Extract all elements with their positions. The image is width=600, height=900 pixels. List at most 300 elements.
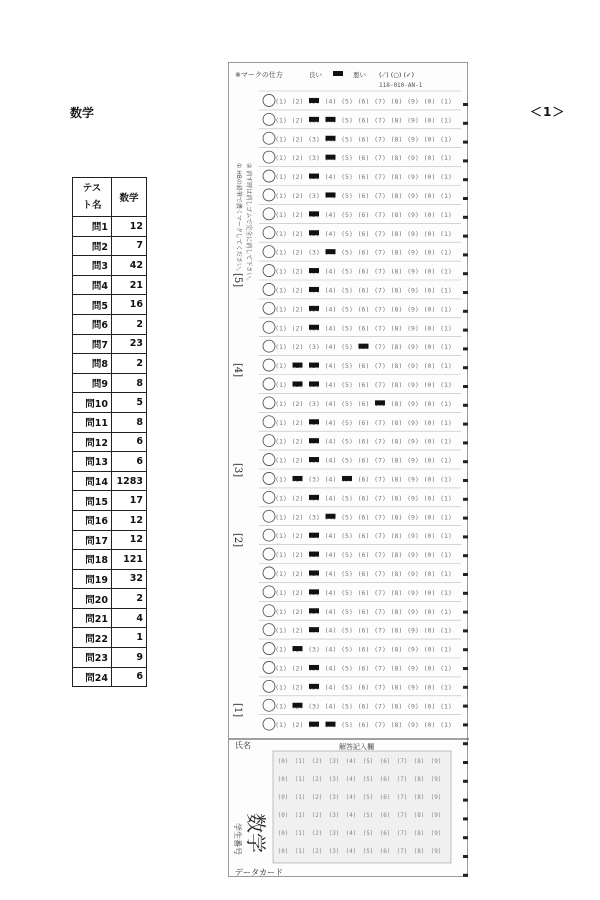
bubble-digit: (2) [291,551,304,560]
answer-value: 2 [112,354,147,374]
row-number-circle [263,397,275,409]
table-row [73,667,147,687]
bubble-digit: (7) [374,702,386,711]
row-number-circle [263,699,275,711]
row-number-circle [263,151,275,163]
question-label: 問9 [73,373,112,393]
bubble-digit: (2) [291,607,304,616]
timing-mark [463,761,468,764]
question-label: 問10 [73,393,112,413]
bubble-digit: (6) [357,588,370,597]
row-number-circle [263,510,275,522]
answer-table [72,177,147,687]
row-number-circle [263,416,275,428]
mark-example-bad: (⟋) (○) (✓) [379,71,415,79]
student-number-digit: (0) [277,776,289,783]
bubble-digit: (4) [324,532,337,541]
row-number-circle [263,227,275,239]
bubble-digit: (5) [341,229,353,238]
bubble-digit: (1) [440,362,452,371]
student-number-digit: (8) [413,794,425,801]
question-label: 問5 [73,295,112,315]
filled-mark [309,684,319,689]
bubble-digit: (1) [440,380,452,389]
bubble-digit: (6) [357,702,370,711]
row-number-circle [263,359,275,371]
timing-mark [463,836,468,839]
bubble-digit: (5) [341,702,353,711]
bubble-digit: (6) [357,551,370,560]
field-label: 解答記入欄 [339,743,374,751]
filled-mark [359,344,369,349]
student-number-digit: (1) [294,776,306,783]
timing-mark [463,460,468,463]
student-number-digit: (3) [328,776,340,783]
student-number-digit: (3) [328,794,340,801]
bubble-digit: (1) [440,645,452,654]
bubble-digit: (1) [440,588,452,597]
table-row [73,295,147,315]
filled-mark [309,268,319,273]
bubble-digit: (2) [291,626,304,635]
bubble-digit: (2) [291,324,304,333]
filled-mark [293,703,303,708]
student-number-digit: (5) [362,848,374,855]
bubble-digit: (1) [275,380,287,389]
filled-mark [309,230,319,235]
bubble-digit: (4) [324,343,337,352]
bubble-digit: (6) [357,494,370,503]
bubble-digit: (1) [440,494,452,503]
bubble-digit: (3) [308,702,320,711]
bubble-digit: (1) [440,210,452,219]
answer-value: 2 [112,589,147,609]
answer-value: 9 [112,648,147,668]
bubble-digit: (1) [440,664,452,673]
filled-mark [309,665,319,670]
filled-mark [309,363,319,368]
question-label: 問7 [73,334,112,354]
bubble-digit: (9) [407,475,419,484]
bubble-digit: (8) [390,154,403,163]
bubble-digit: (1) [440,191,452,200]
bubble-digit: (0) [423,173,436,182]
student-number-digit: (5) [362,830,374,837]
bubble-digit: (4) [324,267,337,276]
bubble-digit: (8) [390,437,403,446]
row-number-circle [263,321,275,333]
bubble-digit: (1) [275,305,287,314]
bubble-digit: (1) [275,116,287,125]
filled-mark [309,117,319,122]
student-number-digit: (4) [345,848,357,855]
timing-mark [463,310,468,313]
bubble-digit: (1) [275,702,287,711]
bubble-digit: (8) [390,399,403,408]
bubble-digit: (4) [324,437,337,446]
bubble-digit: (1) [275,248,287,257]
student-number-digit: (3) [328,848,340,855]
student-number-digit: (2) [311,776,323,783]
mark-good-label: 良い [309,71,322,79]
row-number-circle [263,680,275,692]
timing-mark [463,592,468,595]
timing-mark [463,667,468,670]
answer-value: 12 [112,217,147,237]
bubble-digit: (6) [357,683,370,692]
student-number-digit: (0) [277,848,289,855]
bubble-digit: (0) [423,607,436,616]
bubble-digit: (5) [341,588,353,597]
student-number-digit: (4) [345,794,357,801]
bubble-digit: (6) [357,569,370,578]
bubble-digit: (8) [390,135,403,144]
bubble-digit: (6) [357,664,370,673]
section-annotation: [1] [232,703,243,718]
bubble-digit: (6) [357,154,370,163]
question-label: 問16 [73,510,112,530]
bubble-digit: (5) [341,626,353,635]
student-number-digit: (9) [430,776,442,783]
bubble-digit: (9) [407,305,419,314]
bubble-digit: (1) [440,626,452,635]
bubble-digit: (3) [308,513,320,522]
bubble-digit: (5) [341,191,353,200]
row-number-circle [263,302,275,314]
student-number-digit: (1) [294,830,306,837]
row-number-circle [263,454,275,466]
bubble-digit: (7) [374,324,386,333]
filled-mark [309,589,319,594]
bubble-digit: (7) [374,721,386,730]
bubble-digit: (0) [423,532,436,541]
bubble-digit: (1) [440,683,452,692]
bubble-digit: (1) [275,267,287,276]
filled-mark [326,136,336,141]
student-number-digit: (6) [379,848,391,855]
bubble-digit: (7) [374,305,386,314]
filled-mark [309,570,319,575]
bubble-digit: (0) [423,362,436,371]
bubble-digit: (0) [423,135,436,144]
filled-mark [326,514,336,519]
bubble-digit: (0) [423,191,436,200]
bubble-digit: (4) [324,494,337,503]
bubble-digit: (9) [407,399,419,408]
question-label: 問17 [73,530,112,550]
bubble-digit: (7) [374,513,386,522]
timing-mark [463,253,468,256]
bubble-digit: (0) [423,418,436,427]
bubble-digit: (2) [291,116,304,125]
bubble-digit: (2) [291,569,304,578]
bubble-digit: (9) [407,664,419,673]
bubble-digit: (7) [374,343,386,352]
student-number-digit: (0) [277,830,289,837]
bubble-digit: (6) [357,475,370,484]
student-number-digit: (7) [396,848,408,855]
bubble-digit: (9) [407,362,419,371]
table-header-row [73,178,147,217]
student-number-digit: (7) [396,776,408,783]
bubble-digit: (7) [374,286,386,295]
bubble-digit: (7) [374,380,386,389]
question-label: 問1 [73,217,112,237]
bubble-digit: (5) [341,267,353,276]
student-number-digit: (1) [294,812,306,819]
bubble-digit: (5) [341,173,353,182]
bubble-digit: (9) [407,569,419,578]
student-number-digit: (7) [396,794,408,801]
answer-value: 1 [112,628,147,648]
table-row [73,334,147,354]
bubble-digit: (5) [341,645,353,654]
row-number-circle [263,435,275,447]
bubble-digit: (1) [275,173,287,182]
page-number: ＜1＞ [530,105,566,119]
bubble-digit: (4) [324,475,337,484]
table-row [73,471,147,491]
student-number-digit: (5) [362,758,374,765]
bubble-digit: (2) [291,494,304,503]
row-number-circle [263,340,275,352]
bubble-digit: (6) [357,286,370,295]
student-number-label: 学生番号 [233,823,242,855]
table-row [73,373,147,393]
filled-mark [326,249,336,254]
bubble-digit: (2) [291,305,304,314]
bubble-digit: (1) [440,267,452,276]
timing-mark [463,441,468,444]
bubble-digit: (8) [390,702,403,711]
bubble-digit: (7) [374,97,386,106]
bubble-digit: (1) [275,191,287,200]
bubble-digit: (0) [423,569,436,578]
bubble-digit: (0) [423,267,436,276]
bubble-digit: (2) [291,399,304,408]
bottom-label: データカード [235,868,283,877]
bubble-digit: (1) [440,721,452,730]
bubble-digit: (8) [390,532,403,541]
bubble-digit: (7) [374,154,386,163]
bubble-digit: (0) [423,551,436,560]
bubble-digit: (1) [275,494,287,503]
timing-mark [463,686,468,689]
question-label: 問14 [73,471,112,491]
bubble-digit: (1) [275,210,287,219]
bubble-digit: (1) [275,607,287,616]
question-label: 問2 [73,236,112,256]
student-number-digit: (8) [413,830,425,837]
answer-value: 21 [112,275,147,295]
bubble-digit: (1) [440,702,452,711]
bubble-digit: (1) [440,607,452,616]
bubble-digit: (5) [341,343,353,352]
question-label: 問20 [73,589,112,609]
answer-value: 16 [112,295,147,315]
form-code: 118-010-AN-1 [379,82,423,89]
bubble-digit: (1) [440,475,452,484]
bubble-digit: (0) [423,116,436,125]
answer-value: 12 [112,530,147,550]
bubble-digit: (2) [291,191,304,200]
bubble-digit: (1) [440,305,452,314]
timing-mark [463,235,468,238]
timing-mark [463,648,468,651]
student-number-digit: (6) [379,794,391,801]
timing-mark [463,573,468,576]
student-number-digit: (0) [277,758,289,765]
bubble-digit: (1) [440,532,452,541]
filled-mark [309,438,319,443]
bubble-digit: (4) [324,702,337,711]
bubble-digit: (4) [324,305,337,314]
bubble-digit: (1) [440,456,452,465]
row-number-circle [263,246,275,258]
table-row [73,648,147,668]
bubble-digit: (7) [374,494,386,503]
timing-mark [463,799,468,802]
bubble-digit: (1) [440,418,452,427]
bubble-digit: (2) [291,248,304,257]
bubble-digit: (6) [357,97,370,106]
bubble-digit: (8) [390,418,403,427]
filled-mark [293,363,303,368]
bubble-digit: (5) [341,437,353,446]
bubble-digit: (6) [357,267,370,276]
timing-mark [463,629,468,632]
answer-value: 17 [112,491,147,511]
answer-value: 5 [112,393,147,413]
student-number-digit: (6) [379,776,391,783]
bubble-digit: (0) [423,626,436,635]
row-number-circle [263,132,275,144]
filled-mark [309,722,319,727]
bubble-digit: (5) [341,456,353,465]
bubble-digit: (2) [291,588,304,597]
student-number-digit: (5) [362,776,374,783]
answer-value: 4 [112,608,147,628]
timing-mark [463,197,468,200]
row-number-circle [263,624,275,636]
bubble-digit: (0) [423,399,436,408]
bubble-digit: (9) [407,437,419,446]
student-number-digit: (8) [413,758,425,765]
bubble-digit: (0) [423,154,436,163]
bubble-digit: (5) [341,324,353,333]
row-number-circle [263,567,275,579]
bubble-digit: (4) [324,607,337,616]
bubble-digit: (7) [374,588,386,597]
bubble-digit: (9) [407,418,419,427]
row-number-circle [263,113,275,125]
bubble-digit: (1) [440,116,452,125]
question-label: 問3 [73,256,112,276]
question-label: 問19 [73,569,112,589]
question-label: 問4 [73,275,112,295]
bubble-digit: (7) [374,532,386,541]
bubble-digit: (2) [291,229,304,238]
filled-mark [309,457,319,462]
bubble-digit: (2) [291,267,304,276]
header-test-name: テスト名 [73,178,112,217]
row-number-circle [263,208,275,220]
bubble-digit: (4) [324,626,337,635]
filled-mark [293,476,303,481]
bubble-digit: (7) [374,475,386,484]
bubble-digit: (2) [291,513,304,522]
filled-mark [309,552,319,557]
filled-mark [309,627,319,632]
student-number-digit: (4) [345,812,357,819]
bubble-digit: (1) [440,97,452,106]
bubble-digit: (3) [308,645,320,654]
bubble-digit: (5) [341,532,353,541]
filled-mark [309,325,319,330]
bubble-digit: (1) [275,683,287,692]
bubble-digit: (9) [407,702,419,711]
answer-value: 2 [112,314,147,334]
section-annotation: [5] [232,273,243,288]
bubble-digit: (0) [423,248,436,257]
bubble-digit: (7) [374,362,386,371]
bubble-digit: (0) [423,456,436,465]
bubble-digit: (1) [275,475,287,484]
bubble-digit: (6) [357,305,370,314]
bubble-digit: (8) [390,173,403,182]
bubble-digit: (7) [374,456,386,465]
table-row [73,530,147,550]
question-label: 問22 [73,628,112,648]
row-number-circle [263,472,275,484]
bubble-digit: (1) [275,664,287,673]
bubble-digit: (1) [275,456,287,465]
student-number-digit: (9) [430,848,442,855]
bubble-digit: (1) [275,721,287,730]
row-number-circle [263,605,275,617]
filled-mark [309,381,319,386]
bubble-digit: (9) [407,494,419,503]
bubble-digit: (4) [324,229,337,238]
filled-mark [293,381,303,386]
bubble-digit: (9) [407,116,419,125]
bubble-digit: (1) [440,173,452,182]
row-number-circle [263,170,275,182]
timing-mark [463,366,468,369]
bubble-digit: (5) [341,116,353,125]
bubble-digit: (1) [275,399,287,408]
student-number-digit: (9) [430,812,442,819]
filled-mark [293,646,303,651]
bubble-digit: (8) [390,116,403,125]
bubble-digit: (7) [374,645,386,654]
answer-value: 42 [112,256,147,276]
bubble-digit: (6) [357,229,370,238]
bubble-digit: (9) [407,456,419,465]
bubble-digit: (6) [357,248,370,257]
row-number-circle [263,548,275,560]
bubble-digit: (5) [341,664,353,673]
section-annotation: [3] [232,463,243,478]
answer-value: 23 [112,334,147,354]
student-number-digit: (2) [311,812,323,819]
bubble-digit: (6) [357,607,370,616]
answer-value: 1283 [112,471,147,491]
bubble-digit: (9) [407,532,419,541]
mark-example-good [333,71,343,76]
table-row [73,256,147,276]
filled-mark [309,533,319,538]
